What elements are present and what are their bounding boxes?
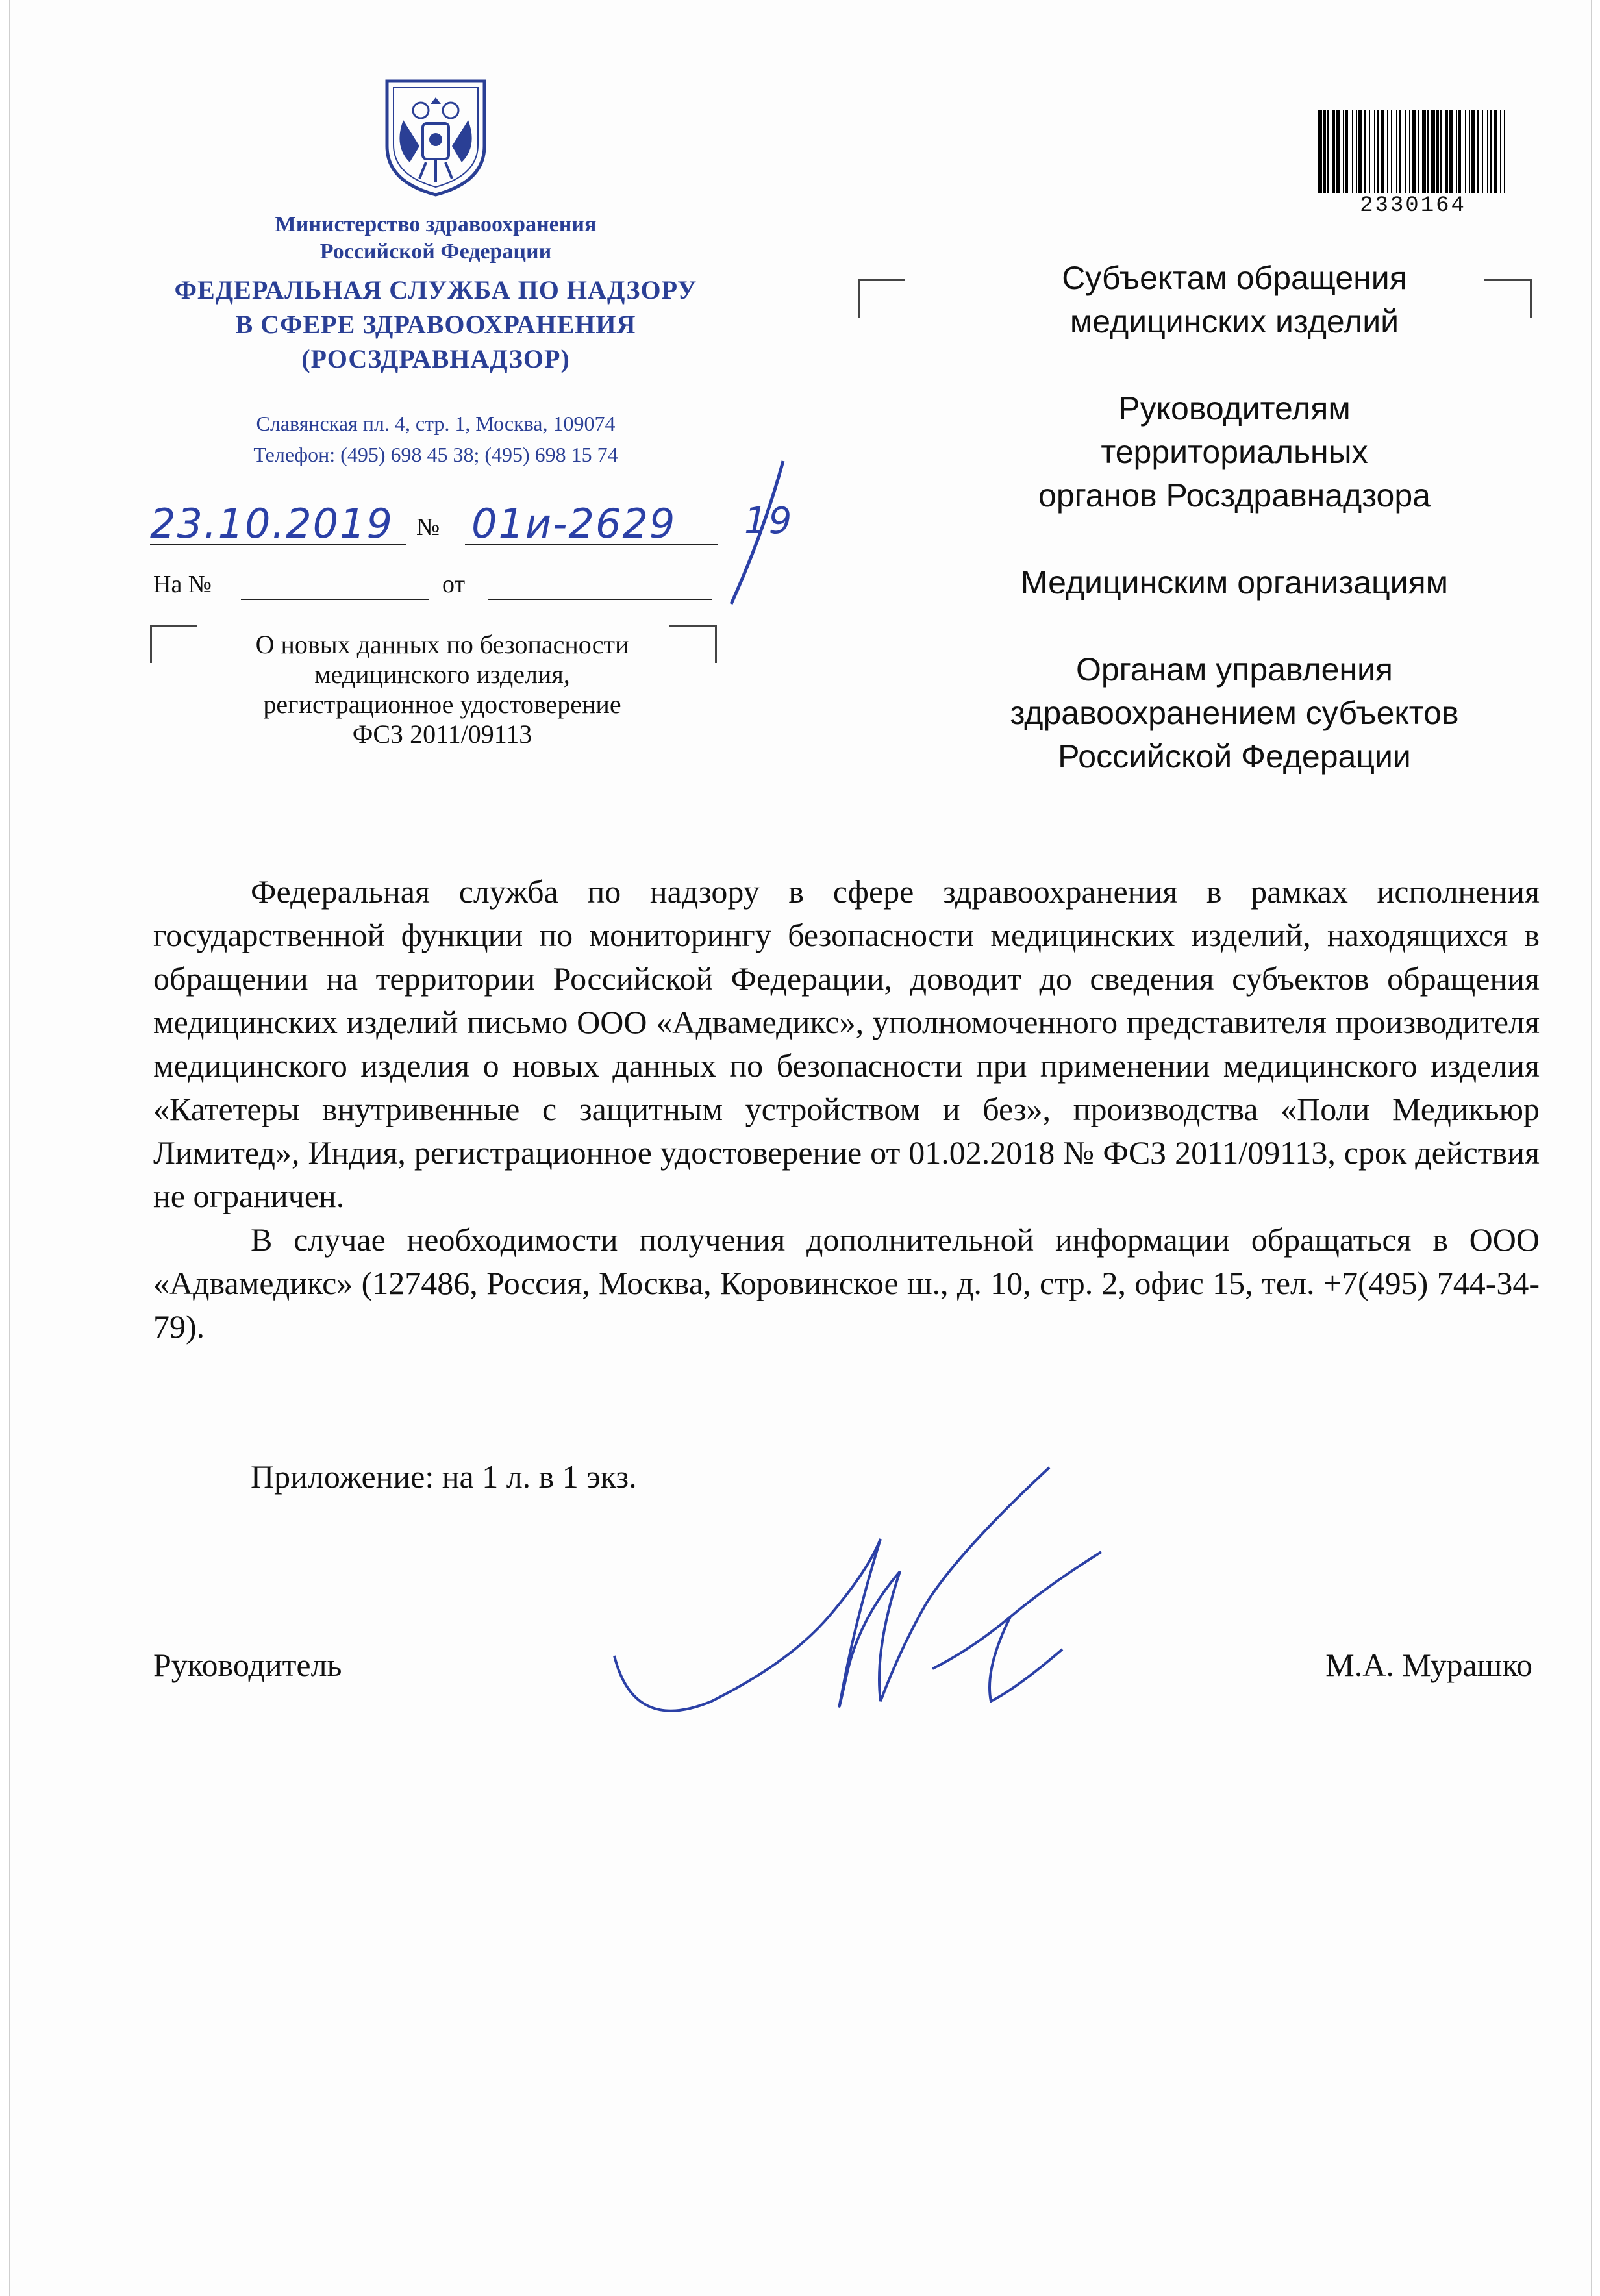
barcode-bar [1399,110,1401,193]
letter-subject [160,630,725,749]
recipient-line: органов Росздравнадзора [1038,477,1431,514]
barcode-bar [1477,110,1479,193]
barcode-bar [1381,110,1384,193]
from-label: от [442,571,466,598]
service-line: ФЕДЕРАЛЬНАЯ СЛУЖБА ПО НАДЗОРУ [174,275,697,305]
barcode-bar [1471,110,1475,193]
barcode-bar [1456,110,1457,193]
barcode-bar [1500,110,1501,193]
recipients-bracket-left [858,279,905,318]
barcode-bar [1412,110,1416,193]
service-line: (РОСЗДРАВНАДЗОР) [301,344,570,373]
barcode-bar [1377,110,1379,193]
recipient-line: Руководителям [1118,390,1351,427]
barcode-bar [1445,110,1448,193]
barcode-bar [1427,110,1429,193]
barcode-bar [1449,110,1453,193]
address-line: Славянская пл. 4, стр. 1, Москва, 109074 [256,412,616,435]
appendix-note: Приложение: на 1 л. в 1 экз. [251,1458,637,1495]
subject-line: регистрационное удостоверение [263,690,621,719]
coat-of-arms-icon [381,75,491,198]
recipient-line: Органам управления [1075,651,1394,688]
barcode-bar [1465,110,1466,193]
sender-address [199,408,673,470]
barcode-bar [1332,110,1335,193]
recipient [906,256,1562,343]
subject-line: ФСЗ 2011/09113 [352,719,532,749]
barcode-bar [1418,110,1419,193]
number-sign: № [416,514,440,541]
barcode-bar [1387,110,1388,193]
recipient [906,648,1562,779]
barcode-bar [1490,110,1492,193]
barcode-bar [1440,110,1442,193]
barcode-bar [1405,110,1406,193]
number-underline [465,544,718,545]
recipient-line: Медицинским организациям [1020,564,1449,601]
recipient-line: территориальных [1101,434,1368,470]
recipient-line: Субъектам обращения [1062,260,1407,296]
barcode-bar [1482,110,1483,193]
barcode-bar [1436,110,1439,193]
barcode-bar [1352,110,1353,193]
ministry-line: Министерство здравоохранения [275,212,597,236]
barcode-bar [1327,110,1329,193]
ministry-name [199,211,673,266]
barcode-bar [1345,110,1348,193]
barcode-bar [1343,110,1344,193]
barcode-bar [1391,110,1392,193]
service-name [140,273,731,376]
barcode-bar [1494,110,1497,193]
letter-body [153,870,1540,1349]
barcode-bar [1396,110,1397,193]
recipient-line: медицинских изделий [1069,303,1399,340]
barcode-number: 2330164 [1360,193,1466,218]
signatory-role: Руководитель [153,1647,342,1683]
barcode-bar [1369,110,1370,193]
barcode-bar [1336,110,1340,193]
recipients-block [906,256,1562,822]
recipient-line: Российской Федерации [1058,738,1411,775]
date-underline [150,544,406,545]
recipient [906,561,1562,605]
barcode-bar [1458,110,1461,193]
subject-line: О новых данных по безопасности [255,630,629,659]
barcode-bar [1422,110,1426,193]
service-line: В СФЕРЕ ЗДРАВООХРАНЕНИЯ [235,310,636,339]
barcode-bar [1431,110,1435,193]
body-paragraph: Федеральная служба по надзору в сфере здравоохранения в рамках исполнения государственной функции по мониторингу безопасности медицинских изделий, находящихся в обращении на территории Российской Федерации, доводит до сведения субъектов обращения медицинских изделий письмо ООО «Адвамедикс», уполномоченного представителя производителя медицинского изделия о новых данных по безопасности при применении медицинского изделия «Катетеры внутривенные с защитным устройством и без», производства «Поли Медикьюр Лимитед», Индия, регистрационное удостоверение от 01.02.2018 № ФСЗ 2011/09113, срок действия не ограничен. [153,873,1540,1214]
barcode-bar [1409,110,1410,193]
barcode-bar [1356,110,1357,193]
barcode-bar [1323,110,1326,193]
recipient [906,387,1562,518]
barcode-bar [1358,110,1362,193]
barcode [1316,110,1510,193]
reply-to-label: На № [153,571,212,598]
barcode-bar [1364,110,1366,193]
barcode-bar [1487,110,1488,193]
body-paragraph: В случае необходимости получения дополнительной информации обращаться в ООО «Адвамедикс» (127486, Россия, Москва, Коровинское ш., д. 10, стр. 2, офис 15, тел. +7(495) 744-34-79). [153,1221,1540,1345]
phone-line: Телефон: (495) 698 45 38; (495) 698 15 74 [253,443,618,466]
signatory-name: М.А. Мурашко [1325,1647,1532,1683]
registration-number: 01и-2629 [471,500,677,547]
document-page [9,0,1592,2296]
barcode-bar [1504,110,1505,193]
subject-line: медицинского изделия, [314,660,570,689]
registration-date: 23.10.2019 [150,500,394,547]
registration-number-suffix: 19 [744,500,794,542]
ministry-line: Российской Федерации [319,240,552,264]
recipient-line: здравоохранением субъектов [1010,695,1459,731]
handwritten-signature [595,1454,1147,1792]
barcode-bar [1469,110,1470,193]
from-field [488,599,712,600]
barcode-bar [1374,110,1375,193]
barcode-bar [1318,110,1322,193]
reply-to-field [241,599,429,600]
